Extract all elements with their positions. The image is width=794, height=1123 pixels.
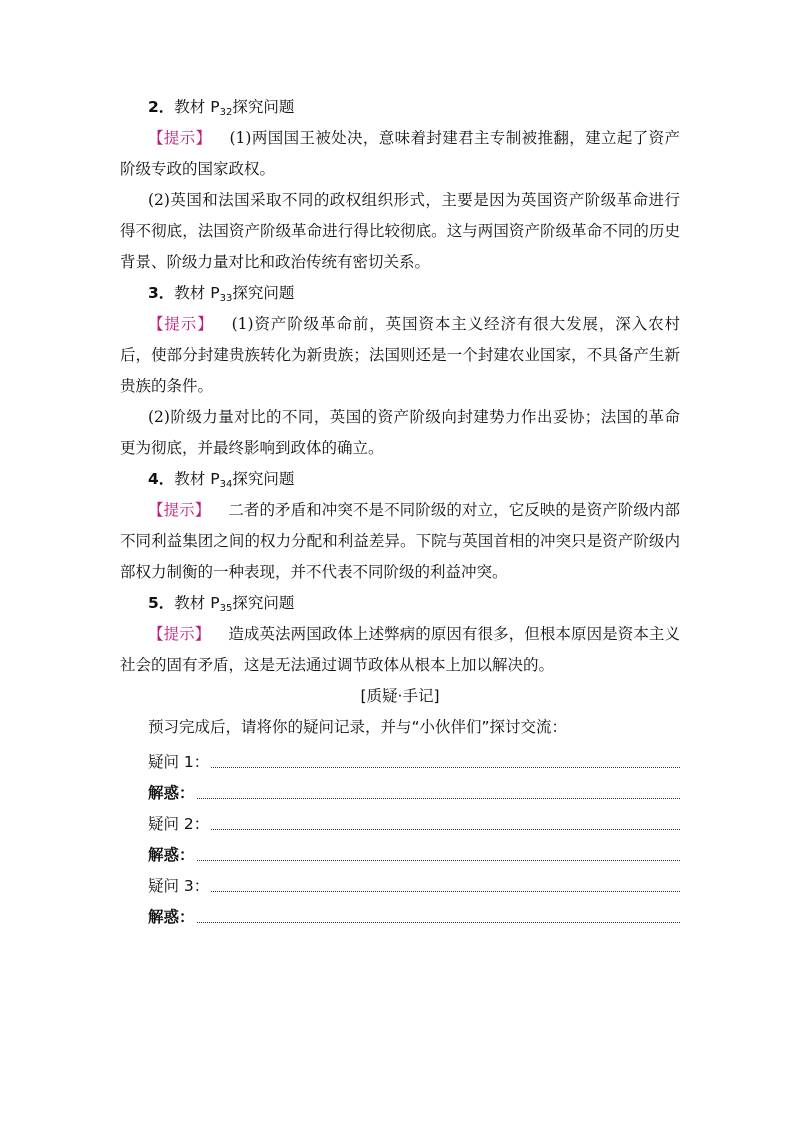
dotted-fill-line[interactable] [211, 829, 680, 830]
page-subscript: 32 [219, 107, 233, 118]
title-prefix: 教材 P [174, 594, 220, 612]
dotted-fill-line[interactable] [197, 922, 680, 923]
answer-line[interactable] [120, 836, 680, 867]
notes-section [120, 681, 680, 929]
dotted-fill-line[interactable] [211, 767, 680, 768]
hint-label: 【提示】 [148, 315, 214, 333]
answer-text: (1)两国国王被处决，意味着封建君主专制被推翻，建立起了资产阶级专政的国家政权。 [120, 129, 680, 178]
question-number: 5． [148, 594, 175, 612]
title-suffix: 探究问题 [232, 98, 295, 116]
line-label: 疑问 1： [148, 753, 210, 771]
dotted-fill-line[interactable] [197, 860, 680, 861]
answer-paragraph [120, 309, 680, 402]
question-block [120, 588, 680, 681]
answer-paragraph [120, 495, 680, 588]
title-prefix: 教材 P [174, 470, 220, 488]
title-suffix: 探究问题 [232, 470, 295, 488]
page-subscript: 33 [219, 293, 233, 304]
dotted-fill-line[interactable] [211, 891, 680, 892]
hint-label: 【提示】 [148, 129, 212, 147]
answer-paragraph [120, 185, 680, 278]
page-content [120, 92, 680, 929]
answer-text: 造成英法两国政体上述弊病的原因有很多，但根本原因是资本主义社会的固有矛盾，这是无法通过调节政体从根本上加以解决的。 [120, 625, 680, 674]
question-block [120, 464, 680, 588]
question-number: 4． [148, 470, 175, 488]
notes-intro: 预习完成后，请将你的疑问记录，并与“小伙伴们”探讨交流： [148, 718, 568, 736]
question-line[interactable] [120, 867, 680, 898]
title-suffix: 探究问题 [232, 284, 295, 302]
question-block [120, 278, 680, 464]
hint-label: 【提示】 [148, 625, 211, 643]
line-label: 解惑： [148, 784, 195, 802]
page-subscript: 35 [219, 603, 233, 614]
title-suffix: 探究问题 [232, 594, 295, 612]
title-prefix: 教材 P [174, 284, 220, 302]
answer-text: (2)英国和法国采取不同的政权组织形式，主要是因为英国资产阶级革命进行得不彻底，法国资产阶级革命进行得比较彻底。这与两国资产阶级革命不同的历史背景、阶级力量对比和政治传统有密切关系。 [120, 191, 680, 271]
question-title [120, 92, 680, 123]
title-prefix: 教材 P [174, 98, 220, 116]
answer-paragraph [120, 123, 680, 185]
question-title [120, 588, 680, 619]
page-subscript: 34 [219, 479, 233, 490]
line-label: 疑问 2： [148, 815, 210, 833]
question-title [120, 464, 680, 495]
dotted-fill-line[interactable] [197, 798, 680, 799]
question-number: 3． [148, 284, 175, 302]
line-label: 解惑： [148, 908, 195, 926]
notes-title: [质疑·手记] [360, 687, 440, 705]
question-block [120, 92, 680, 278]
answer-paragraph [120, 619, 680, 681]
answer-text: (1)资产阶级革命前，英国资本主义经济有很大发展，深入农村后，使部分封建贵族转化为新贵族；法国则还是一个封建农业国家，不具备产生新贵族的条件。 [120, 315, 680, 395]
answer-paragraph [120, 402, 680, 464]
answer-text: 二者的矛盾和冲突不是不同阶级的对立，它反映的是资产阶级内部不同利益集团之间的权力分配和利益差异。下院与英国首相的冲突只是资产阶级内部权力制衡的一种表现，并不代表不同阶级的利益冲突。 [120, 501, 680, 581]
answer-text: (2)阶级力量对比的不同，英国的资产阶级向封建势力作出妥协；法国的革命更为彻底，并最终影响到政体的确立。 [120, 408, 680, 457]
answer-line[interactable] [120, 774, 680, 805]
question-line[interactable] [120, 805, 680, 836]
answer-line[interactable] [120, 898, 680, 929]
line-label: 解惑： [148, 846, 195, 864]
question-title [120, 278, 680, 309]
hint-label: 【提示】 [148, 501, 211, 519]
line-label: 疑问 3： [148, 877, 210, 895]
question-line[interactable] [120, 743, 680, 774]
question-number: 2． [148, 98, 175, 116]
